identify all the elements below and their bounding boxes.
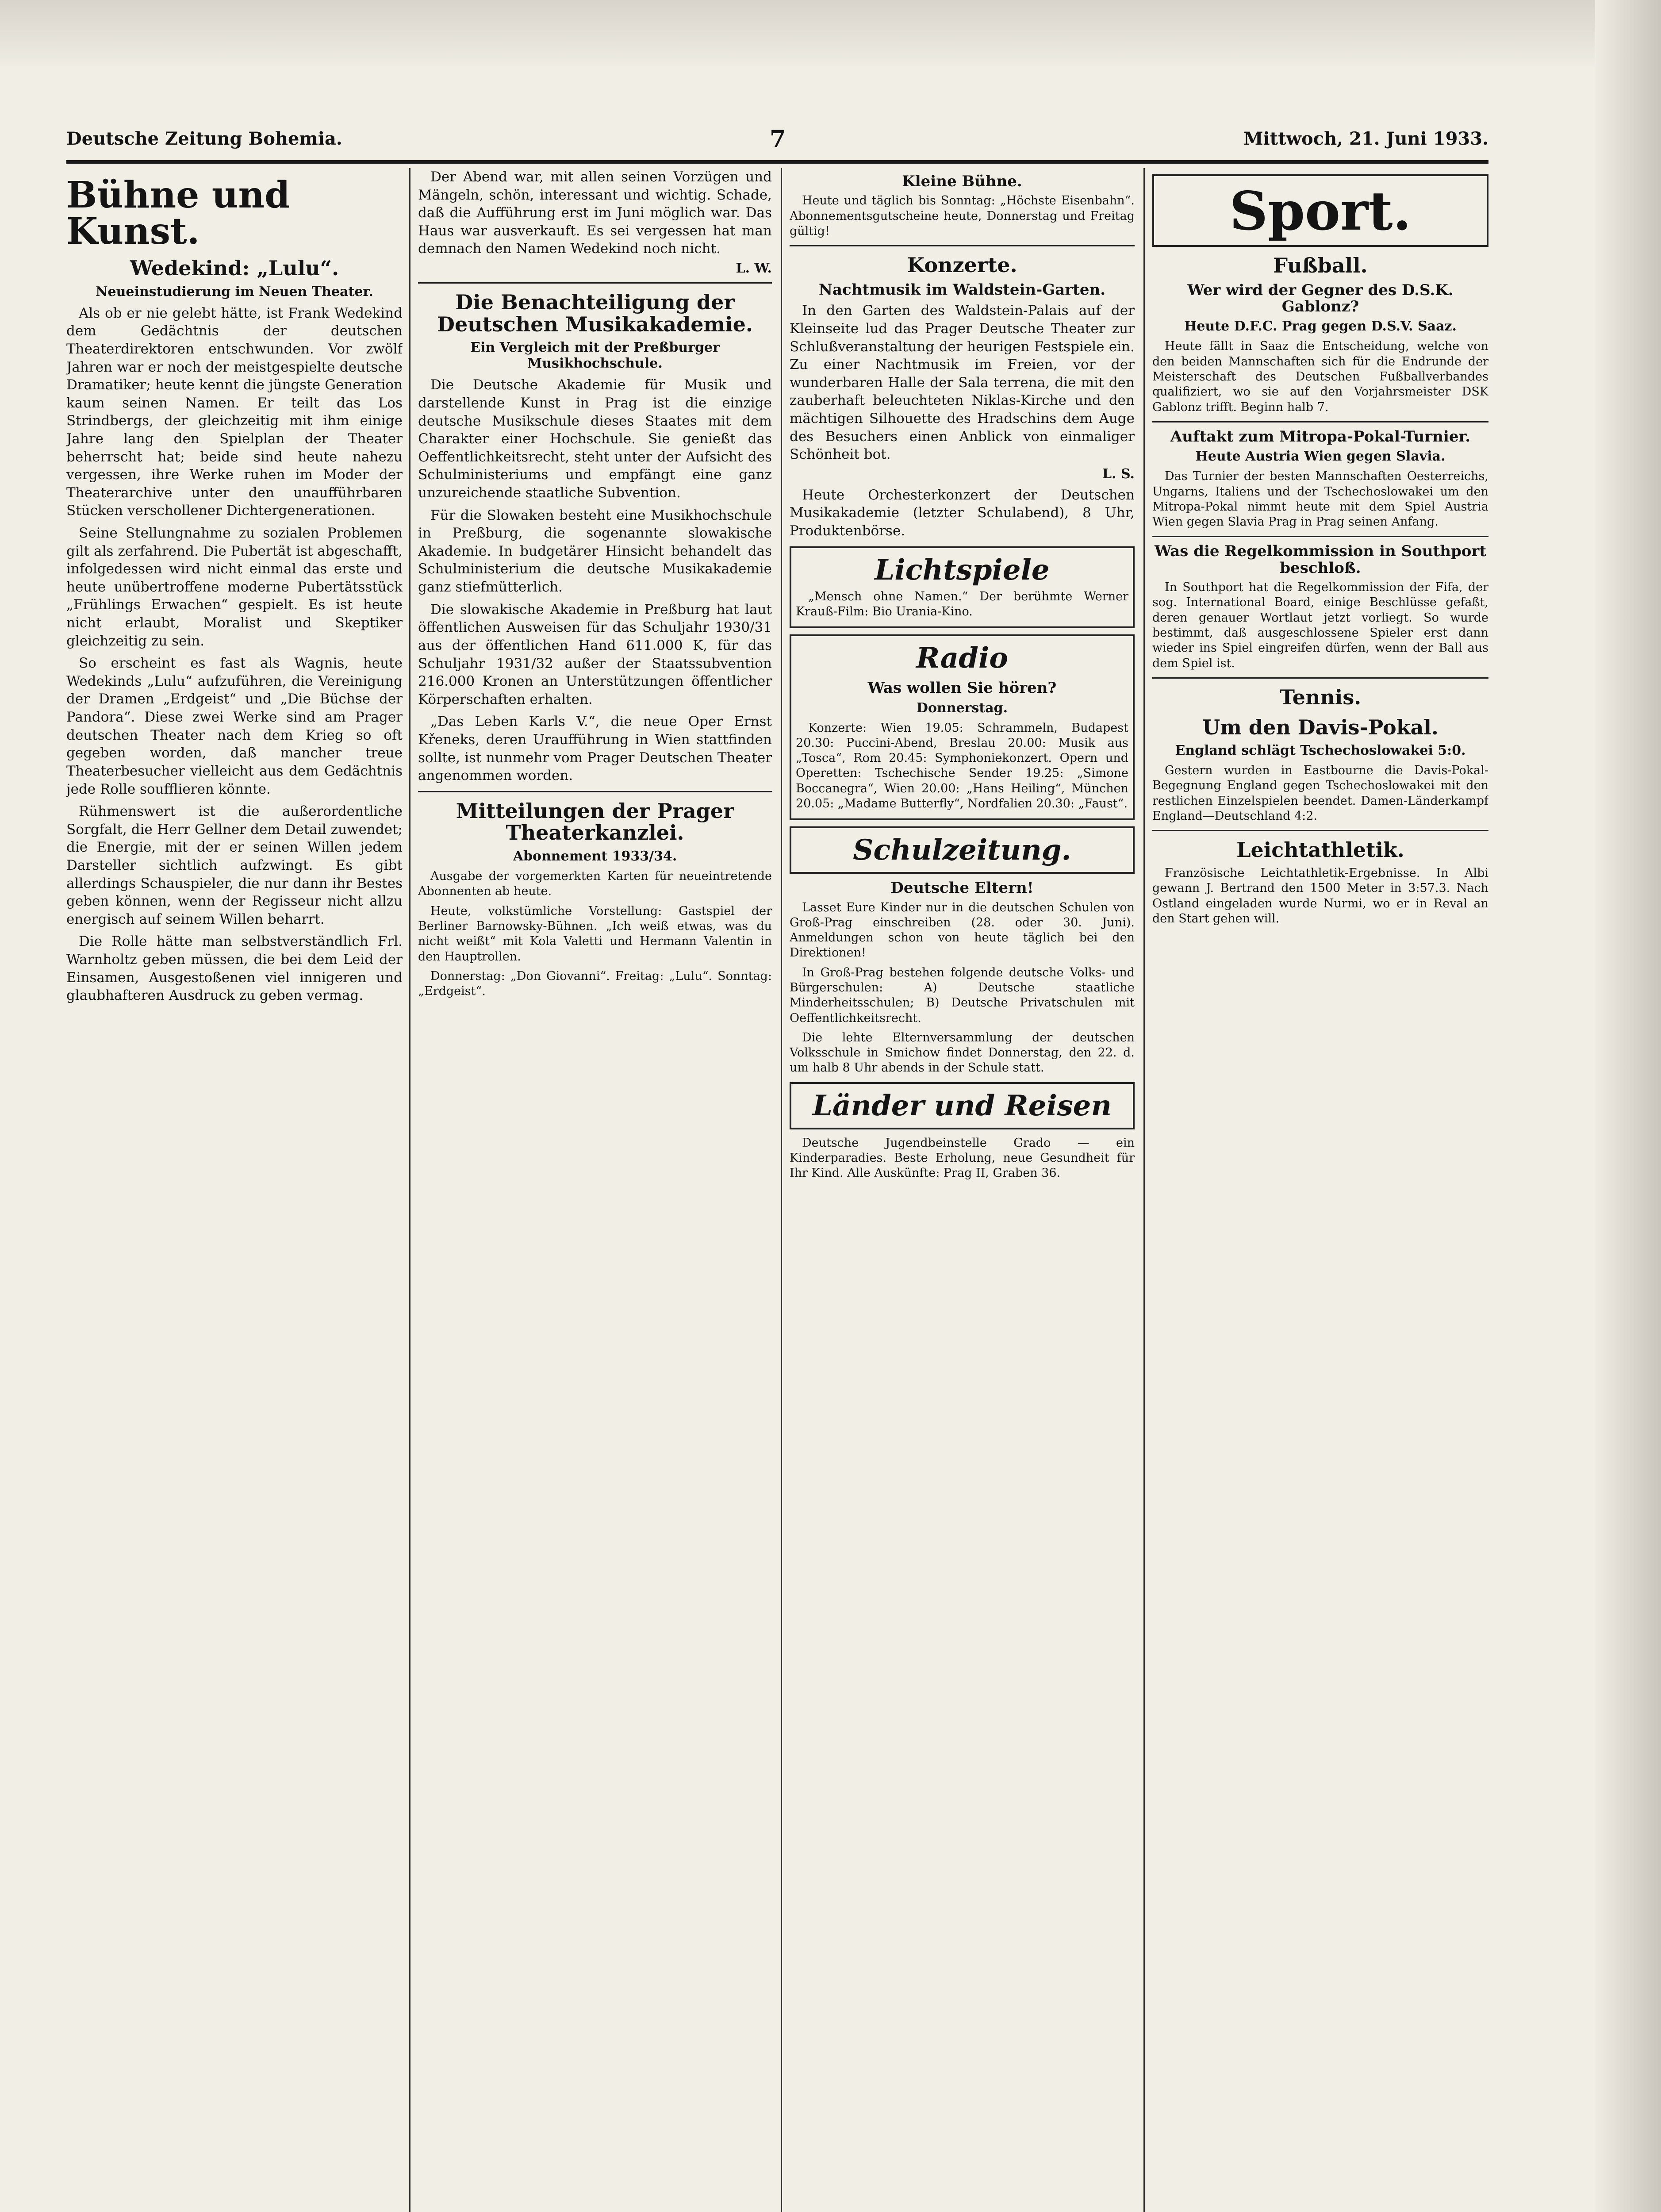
column-konzerte-radio-schule	[790, 168, 1135, 2212]
scan-top-shadow	[0, 0, 1661, 66]
laender-title: Länder und Reisen	[812, 1089, 1112, 1122]
mitropa-subtitle: Heute Austria Wien gegen Slavia.	[1195, 449, 1446, 465]
issue-date: Mittwoch, 21. Juni 1933.	[1243, 128, 1488, 149]
header-rule	[66, 160, 1488, 164]
paragraph: Heute Orchesterkonzert der Deutschen Musikakademie (letzter Schulabend), 8 Uhr, Produktenbörse.	[790, 487, 1135, 539]
column-rule-3	[1143, 168, 1145, 2212]
paragraph: Rühmenswert ist die außerordentliche Sorgfalt, die Herr Gellner dem Detail zuwendet; die Energie, mit der er seinen Willen jedem Darsteller sichtlich aufzwingt. Es gibt allerdings Schauspieler, die nur dann ihr Bestes geben können, wenn der Regisseur nicht allzu energisch auf seinem Willen beharrt.	[66, 803, 403, 927]
notice-subtitle-abonnement: Abonnement 1933/34.	[513, 849, 677, 864]
column-sport	[1152, 168, 1488, 2212]
page-number: 7	[770, 126, 786, 153]
divider	[1152, 677, 1488, 679]
konzerte-subtitle: Nachtmusik im Waldstein-Garten.	[818, 280, 1106, 299]
kleine-buehne-title: Kleine Bühne.	[902, 173, 1022, 190]
mitropa-title: Auftakt zum Mitropa-Pokal-Turnier.	[1170, 427, 1471, 445]
divider	[418, 791, 772, 792]
paragraph: „Das Leben Karls V.“, die neue Oper Ernst Křeneks, deren Uraufführung in Wien stattfinden sollte, ist nunmehr vom Prager Deutschen Theater angenommen worden.	[418, 714, 772, 784]
divider	[1152, 830, 1488, 831]
divider	[790, 245, 1135, 246]
divider	[1152, 536, 1488, 537]
paragraph: In Groß-Prag bestehen folgende deutsche Volks- und Bürgerschulen: A) Deutsche staatliche Minderheitsschulen; B) Deutsche Privatschulen mit Oeffentlichkeitsrecht.	[790, 965, 1135, 1025]
tennis-subtitle: Um den Davis-Pokal.	[1202, 715, 1439, 739]
radio-day: Donnerstag.	[916, 700, 1008, 716]
paragraph: Das Turnier der besten Mannschaften Oesterreichs, Ungarns, Italiens und der Tschechoslowakei um den Mitropa-Pokal nimmt heute mit dem Spiel Austria Wien gegen Slavia Prag in Prag seinen Anfang.	[1152, 469, 1488, 529]
paragraph: Seine Stellungnahme zu sozialen Problemen gilt als zerfahrend. Die Pubertät ist abgeschafft, infolgedessen wird nicht einmal das erste und heute unübertroffene moderne Pubertätsstück „Frühlings Erwachen“ gespielt. Es ist heute nicht erlaubt, Moralist und Skeptiker gleichzeitig zu sein.	[66, 525, 403, 649]
scan-right-shadow	[1595, 0, 1661, 2212]
sport-box	[1152, 174, 1488, 247]
paragraph: In den Garten des Waldstein-Palais auf der Kleinseite lud das Prager Deutsche Theater zur Schlußveranstaltung der heurigen Festspiele ein. Zu einer Nachtmusik im Freien, vor der wunderbaren Halle der Sala terrena, die mit den zauberhaft beleuchteten Niklas-Kirche und den mächtigen Silhouette des Hradschins dem Auge des Besuchers einen Anblick von einmaliger Schönheit bot.	[790, 303, 1135, 463]
lichtspiele-title: Lichtspiele	[875, 553, 1050, 587]
column-musikakademie	[418, 168, 772, 2212]
leichtathletik-title: Leichtathletik.	[1236, 838, 1404, 862]
konzerte-title: Konzerte.	[907, 253, 1017, 277]
paragraph: Heute, volkstümliche Vorstellung: Gastspiel der Berliner Barnowsky-Bühnen. „Ich weiß etwas, was du nicht weißt“ mit Kola Valetti und Hermann Valentin in den Hauptrollen.	[418, 904, 772, 964]
radio-subtitle: Was wollen Sie hören?	[867, 679, 1057, 697]
article-title-lulu: Wedekind: „Lulu“.	[130, 256, 339, 280]
paragraph: Heute fällt in Saaz die Entscheidung, welche von den beiden Mannschaften sich für die Endrunde der Meisterschaft des Deutschen Fußballverbandes qualifiziert, wo sie auf den Vorjahrsmeister DSK Gablonz trifft. Beginn halb 7.	[1152, 339, 1488, 414]
divider	[1152, 421, 1488, 422]
paragraph: Heute und täglich bis Sonntag: „Höchste Eisenbahn“. Abonnementsgutscheine heute, Donnerstag und Freitag gültig!	[790, 194, 1135, 238]
schulzeitung-title: Schulzeitung.	[853, 833, 1071, 867]
article-subtitle-musikakademie: Ein Vergleich mit der Preßburger Musikhochschule.	[470, 340, 720, 372]
laender-box	[790, 1082, 1135, 1129]
paragraph: Die Rolle hätte man selbstverständlich Frl. Warnholtz geben müssen, die bei dem Leid der Einsamen, Ausgestoßenen viel innigeren und glaubhafteren Ausdruck zu geben vermag.	[66, 933, 403, 1004]
paragraph: In Southport hat die Regelkommission der Fifa, der sog. International Board, einige Beschlüsse gefaßt, deren genauer Wortlaut jetzt vorliegt. So wurde bestimmt, daß ausgeschlossene Spieler erst dann wieder ins Spiel eingreifen dürfen, wenn der Ball aus dem Spiel ist.	[1152, 580, 1488, 670]
tennis-head: England schlägt Tschechoslowakei 5:0.	[1175, 743, 1466, 759]
notice-title-theaterkanzlei: Mitteilungen der Prager Theaterkanzlei.	[456, 799, 734, 845]
paragraph: Lasset Eure Kinder nur in die deutschen Schulen von Groß-Prag einschreiben (28. oder 30. Juni). Anmeldungen schon von heute täglich bei den Direktionen!	[790, 900, 1135, 960]
paragraph: Gestern wurden in Eastbourne die Davis-Pokal-Begegnung England gegen Tschechoslowakei mit den restlichen Einzelspielen beendet. Damen-Länderkampf England—Deutschland 4:2.	[1152, 764, 1488, 823]
schul-subtitle: Deutsche Eltern!	[890, 879, 1034, 897]
radio-box	[790, 634, 1135, 820]
fussball-subtitle: Wer wird der Gegner des D.S.K. Gablonz?	[1187, 281, 1454, 316]
lichtspiele-box	[790, 546, 1135, 629]
schulzeitung-box	[790, 826, 1135, 874]
divider	[418, 282, 772, 284]
paragraph: Die lehte Elternversammlung der deutschen Volksschule in Smichow findet Donnerstag, den 22. d. um halb 8 Uhr abends in der Schule statt.	[790, 1030, 1135, 1075]
article-subtitle-lulu: Neueinstudierung im Neuen Theater.	[96, 284, 373, 300]
paragraph: Ausgabe der vorgemerkten Karten für neueintretende Abonnenten ab heute.	[418, 869, 772, 899]
section-title-buehne: Bühne und Kunst.	[66, 174, 290, 253]
paragraph: Konzerte: Wien 19.05: Schrammeln, Budapest 20.30: Puccini-Abend, Breslau 20.00: Musik aus „Tosca“, Rom 20.45: Symphoniekonzert. Opern und Operetten: Tschechische Sender 19.25: „Simone Boccanegra“, Wien 20.00: „Hans Heiling“, München 20.05: „Madame Butterfly“, Nordfalien 20.30: „Faust“.	[796, 721, 1128, 810]
paragraph: Deutsche Jugendbeinstelle Grado — ein Kinderparadies. Beste Erholung, neue Gesundheit für Ihr Kind. Alle Auskünfte: Prag II, Graben 36.	[790, 1136, 1135, 1180]
page-header	[66, 128, 1488, 155]
column-rule-2	[781, 168, 782, 2212]
fussball-title: Fußball.	[1273, 253, 1368, 277]
radio-title: Radio	[916, 641, 1008, 675]
regel-title: Was die Regelkommission in Southport beschloß.	[1154, 542, 1487, 577]
author-signature: L. S.	[1102, 466, 1135, 482]
paragraph: Für die Slowaken besteht eine Musikhochschule in Preßburg, die sogenannte slowakische Akademie. In budgetärer Hinsicht behandelt das Schulministerium die deutsche Musikakademie ganz stiefmütterlich.	[418, 507, 772, 595]
tennis-title: Tennis.	[1279, 685, 1362, 709]
paragraph: Der Abend war, mit allen seinen Vorzügen und Mängeln, schön, interessant und wichtig. Schade, daß die Aufführung erst im Juni möglich war. Das Haus war ausverkauft. Es sei vergessen hat man demnach den Namen Wedekind noch nicht.	[418, 169, 772, 257]
column-rule-1	[409, 168, 410, 2212]
newspaper-name: Deutsche Zeitung Bohemia.	[66, 128, 342, 149]
paragraph: „Mensch ohne Namen.“ Der berühmte Werner Krauß-Film: Bio Urania-Kino.	[796, 589, 1128, 618]
paragraph: Die slowakische Akademie in Preßburg hat laut öffentlichen Ausweisen für das Schuljahr 1930/31 aus der öffentlichen Hand 611.000 K, für das Schuljahr 1931/32 außer der Staatssubvention 216.000 Kronen an Unterstützungen öffentlicher Körperschaften erhalten.	[418, 601, 772, 707]
fussball-head: Heute D.F.C. Prag gegen D.S.V. Saaz.	[1184, 319, 1457, 334]
author-signature: L. W.	[736, 261, 772, 276]
article-title-musikakademie: Die Benachteiligung der Deutschen Musikakademie.	[437, 290, 753, 336]
paragraph: So erscheint es fast als Wagnis, heute Wedekinds „Lulu“ aufzuführen, die Vereinigung der Dramen „Erdgeist“ und „Die Büchse der Pandora“. Diese zwei Werke sind am Prager deutschen Theater nach dem Krieg so oft gegeben worden, daß mancher treue Theaterbesucher vielleicht aus dem Gedächtnis jede Rolle soufflieren könnte.	[66, 655, 403, 797]
paragraph: Donnerstag: „Don Giovanni“. Freitag: „Lulu“. Sonntag: „Erdgeist“.	[418, 969, 772, 998]
paragraph: Französische Leichtathletik-Ergebnisse. In Albi gewann J. Bertrand den 1500 Meter in 3:57.3. Nach Ostland eingeladen wurde Nurmi, wo er in Reval an den Start gehen will.	[1152, 866, 1488, 926]
paragraph: Als ob er nie gelebt hätte, ist Frank Wedekind dem Gedächtnis der deutschen Theaterdirektoren entschwunden. Vor zwölf Jahren war er noch der meistgespielte deutsche Dramatiker; heute kennt die jüngste Generation kaum seinen Namen. Er teilt das Los Strindbergs, der gleichzeitig mit ihm einige Jahre lang den Spielplan der Theater beherrscht hat; beide sind heute nahezu vergessen, ihre Werke ruhen im Moder der Theaterarchive unter den unaufführbaren Stücken verschollener Dichtergenerationen.	[66, 305, 403, 519]
column-buehne	[66, 168, 403, 2212]
paragraph: Die Deutsche Akademie für Musik und darstellende Kunst in Prag ist die einzige deutsche Musikschule dieses Staates mit dem Charakter einer Hochschule. Sie genießt das Oeffentlichkeitsrecht, steht unter der Aufsicht des Schulministeriums und empfängt eine ganz unzureichende staatliche Subvention.	[418, 377, 772, 501]
sport-title: Sport.	[1229, 180, 1412, 242]
